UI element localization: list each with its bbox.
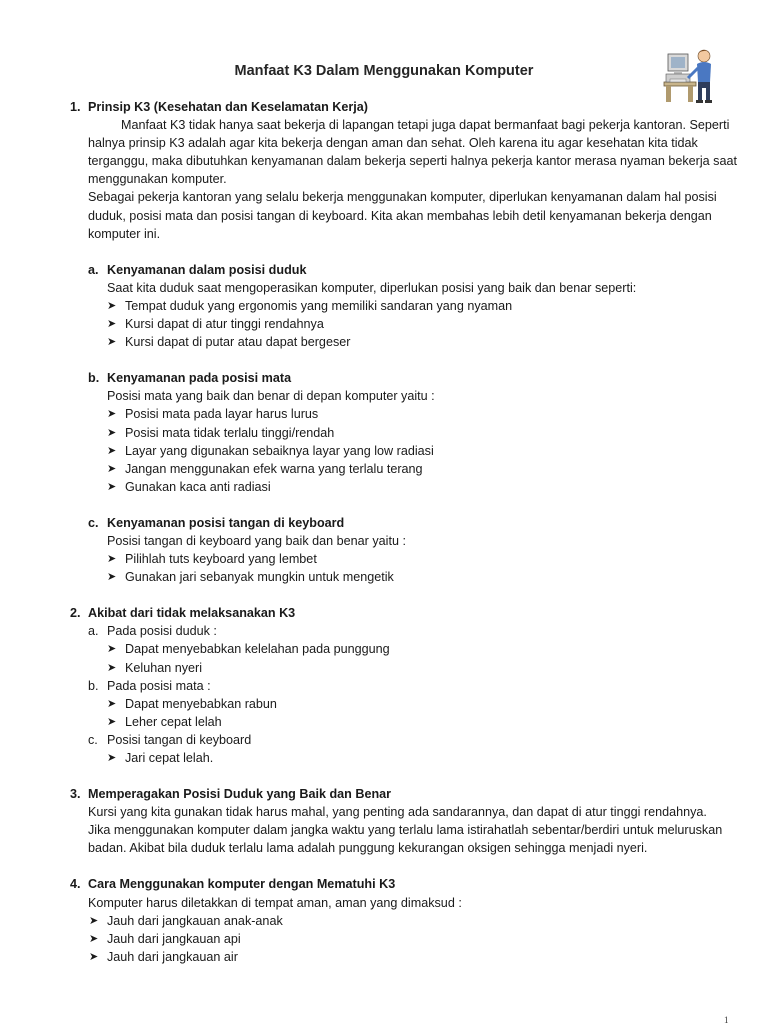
subsection-2c (70, 731, 740, 749)
section-number: 2. (70, 606, 81, 621)
subsection-label: Posisi tangan di keyboard (107, 732, 252, 747)
arrow-bullet-icon: ➤ (107, 697, 117, 710)
subsection-1c-intro: Posisi tangan di keyboard yang baik dan benar yaitu : (107, 533, 406, 548)
list-item-text: Kursi dapat di putar atau dapat bergeser (125, 335, 351, 350)
subsection-title: Kenyamanan pada posisi mata (107, 371, 292, 386)
list-item (70, 333, 740, 351)
section-title: Memperagakan Posisi Duduk yang Baik dan Benar (88, 787, 392, 802)
section-4-intro: Komputer harus diletakkan di tempat aman, aman yang dimaksud : (88, 895, 462, 910)
list-item-text: Pilihlah tuts keyboard yang lembet (125, 552, 317, 567)
list-item (70, 424, 740, 442)
list-item (70, 315, 740, 333)
list-item (70, 568, 740, 586)
document-body (70, 98, 740, 966)
section-1-paragraph-1: Manfaat K3 tidak hanya saat bekerja di lapangan tetapi juga dapat bermanfaat bagi pekerja kantoran. Seperti halnya prinsip K3 adalah agar kita bekerja dengan aman dan sehat. Oleh karena itu agar kesehatan kita tidak terganggu, maka dibutuhkan kenyamanan dalam bekerja seperti halnya pekerja kantor merasa nyaman bekerja saat menggunakan komputer. (88, 118, 737, 187)
list-item-text: Jauh dari jangkauan api (107, 931, 241, 946)
arrow-bullet-icon: ➤ (107, 426, 117, 439)
subsection-letter: c. (88, 732, 98, 747)
subsection-1a-intro: Saat kita duduk saat mengoperasikan komputer, diperlukan posisi yang baik dan benar seperti: (107, 280, 637, 295)
list-item-text: Posisi mata pada layar harus lurus (125, 407, 319, 422)
subsection-1c-heading (70, 514, 740, 532)
section-2-heading (70, 604, 740, 622)
arrow-bullet-icon: ➤ (107, 752, 117, 764)
page-number: 1 (724, 1015, 729, 1025)
list-item-text: Gunakan jari sebanyak mungkin untuk mengetik (125, 570, 394, 585)
list-item-text: Posisi mata tidak terlalu tinggi/rendah (125, 425, 335, 440)
section-title: Akibat dari tidak melaksanakan K3 (88, 606, 296, 621)
subsection-letter: b. (88, 678, 99, 693)
arrow-bullet-icon: ➤ (89, 932, 99, 945)
section-4-heading (70, 875, 740, 893)
list-item (70, 695, 740, 713)
section-title: Cara Menggunakan komputer dengan Mematuhi K3 (88, 877, 396, 892)
arrow-bullet-icon: ➤ (107, 715, 117, 728)
arrow-bullet-icon: ➤ (107, 661, 117, 674)
list-item (70, 640, 740, 658)
section-number: 1. (70, 100, 81, 114)
section-1-heading (70, 98, 740, 116)
list-item (70, 405, 740, 423)
section-3-heading (70, 785, 740, 803)
list-item (70, 460, 740, 478)
list-item (70, 713, 740, 731)
list-item-text: Gunakan kaca anti radiasi (125, 479, 271, 494)
subsection-letter: a. (88, 262, 99, 277)
list-item (70, 442, 740, 460)
list-item (70, 297, 740, 315)
arrow-bullet-icon: ➤ (107, 336, 117, 349)
arrow-bullet-icon: ➤ (107, 462, 117, 475)
list-item-text: Jari cepat lelah. (125, 751, 214, 765)
list-item (70, 659, 740, 677)
list-item-text: Jauh dari jangkauan air (107, 949, 238, 964)
list-item-text: Tempat duduk yang ergonomis yang memiliki sandaran yang nyaman (125, 298, 513, 313)
arrow-bullet-icon: ➤ (107, 408, 117, 421)
section-3-paragraph-2: Jika menggunakan komputer dalam jangka waktu yang terlalu lama istirahatlah sebentar/berdiri untuk meluruskan badan. Akibat bila duduk terlalu lama adalah punggung kekurangan oksigen sehingga menjadi nyeri. (88, 823, 723, 856)
arrow-bullet-icon: ➤ (89, 950, 99, 963)
list-item (70, 930, 740, 948)
list-item (70, 948, 740, 966)
arrow-bullet-icon: ➤ (107, 643, 117, 656)
subsection-letter: b. (88, 371, 100, 386)
list-item-text: Keluhan nyeri (125, 660, 203, 675)
section-3-paragraph-1: Kursi yang kita gunakan tidak harus mahal, yang penting ada sandarannya, dan dapat di atur tinggi rendahnya. (88, 805, 707, 820)
list-item (70, 749, 740, 767)
list-item-text: Layar yang digunakan sebaiknya layar yang low radiasi (125, 443, 434, 458)
subsection-1a-heading (70, 261, 740, 279)
subsection-2b (70, 677, 740, 695)
arrow-bullet-icon: ➤ (107, 318, 117, 331)
arrow-bullet-icon: ➤ (107, 444, 117, 457)
page-title: Manfaat K3 Dalam Menggunakan Komputer (234, 63, 534, 79)
subsection-label: Pada posisi duduk : (107, 624, 217, 639)
list-item-text: Jauh dari jangkauan anak-anak (107, 913, 283, 928)
subsection-1b-heading (70, 369, 740, 387)
subsection-title: Kenyamanan dalam posisi duduk (107, 262, 307, 277)
list-item-text: Jangan menggunakan efek warna yang terlalu terang (125, 461, 423, 476)
subsection-2a (70, 622, 740, 640)
subsection-letter: c. (88, 515, 99, 530)
list-item-text: Dapat menyebabkan rabun (125, 696, 277, 711)
list-item-text: Kursi dapat di atur tinggi rendahnya (125, 317, 324, 332)
subsection-title: Kenyamanan posisi tangan di keyboard (107, 515, 345, 530)
person-at-computer-icon (660, 42, 718, 104)
section-1-paragraph-2: Sebagai pekerja kantoran yang selalu bekerja menggunakan komputer, diperlukan kenyamanan dalam hal posisi duduk, posisi mata dan posisi tangan di keyboard. Kita akan membahas lebih detil kenyamanan bekerja dengan komputer ini. (88, 190, 717, 241)
arrow-bullet-icon: ➤ (107, 553, 117, 566)
arrow-bullet-icon: ➤ (89, 914, 99, 927)
section-number: 4. (70, 877, 81, 892)
section-title: Prinsip K3 (Kesehatan dan Keselamatan Kerja) (88, 100, 368, 114)
arrow-bullet-icon: ➤ (107, 571, 117, 584)
list-item-text: Leher cepat lelah (125, 714, 222, 729)
subsection-letter: a. (88, 624, 99, 639)
subsection-1b-intro: Posisi mata yang baik dan benar di depan komputer yaitu : (107, 389, 435, 404)
subsection-label: Pada posisi mata : (107, 678, 211, 693)
list-item (70, 478, 740, 496)
arrow-bullet-icon: ➤ (107, 480, 117, 493)
list-item (70, 550, 740, 568)
section-number: 3. (70, 787, 81, 802)
arrow-bullet-icon: ➤ (107, 299, 117, 312)
list-item (70, 912, 740, 930)
list-item-text: Dapat menyebabkan kelelahan pada punggung (125, 642, 390, 657)
